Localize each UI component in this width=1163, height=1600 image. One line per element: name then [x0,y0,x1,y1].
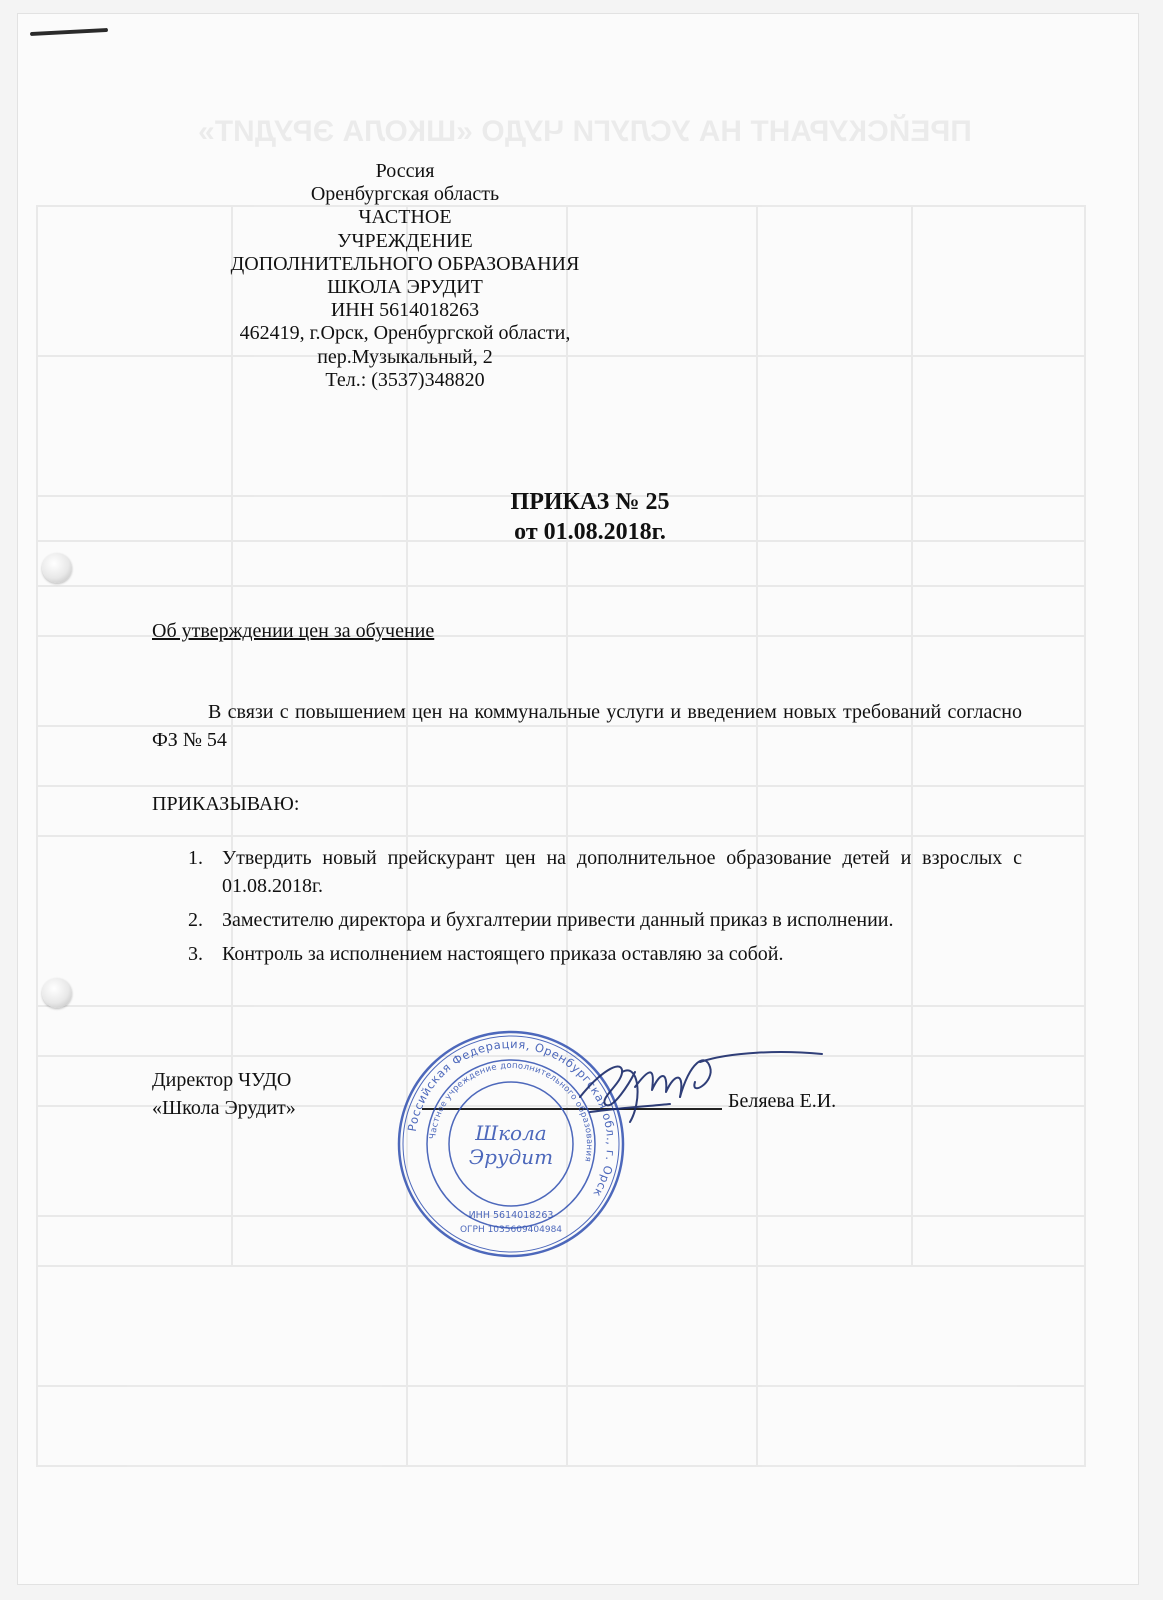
item-number: 1. [188,847,203,869]
seal-outer-text: Российская Федерация, Оренбургская обл., г. Орск [404,1036,619,1200]
signatory-position [152,1066,296,1122]
order-subject: Об утверждении цен за обучение [152,620,435,642]
order-items [188,844,1022,974]
letterhead-org-name: ШКОЛА ЭРУДИТ [327,276,483,299]
signatory-org: «Школа Эрудит» [152,1097,296,1119]
order-item [188,844,1022,900]
decree-word: ПРИКАЗЫВАЮ: [152,793,300,815]
signatory-name: Беляева Е.И. [728,1090,837,1112]
item-text: Контроль за исполнением настоящего приказа оставляю за собой. [222,943,784,965]
signatory-title: Директор ЧУДО [152,1069,292,1091]
letterhead-address-2: пер.Музыкальный, 2 [317,345,493,368]
punch-hole [42,553,72,583]
order-heading [460,487,720,547]
letterhead-address-1: 462419, г.Орск, Оренбургской области, [239,322,571,345]
seal-ogrn: ОГРН 1035609404984 [459,1225,563,1235]
letterhead-org-type-3: ДОПОЛНИТЕЛЬНОГО ОБРАЗОВАНИЯ [230,252,580,275]
order-item [188,906,1022,934]
letterhead-org-type-1: ЧАСТНОЕ [358,206,452,229]
letterhead-region: Оренбургская область [310,183,500,206]
bleed-through-title: ПРЕЙСКУРАНТ НА УСЛУГИ ЧУДО «ШКОЛА ЭРУДИТ» [198,115,972,148]
item-text: Утвердить новый прейскурант цен на дополнительное образование детей и взрослых с 01.08.2018г. [222,847,1022,897]
handwritten-signature [560,1042,830,1132]
seal-center-line2: Эрудит [468,1145,554,1169]
item-text: Заместителю директора и бухгалтерии привести данный приказ в исполнении. [222,909,894,931]
order-item [188,940,1022,968]
letterhead-org-type-2: УЧРЕЖДЕНИЕ [337,229,473,252]
letterhead-country: Россия [375,160,435,182]
order-preamble: В связи с повышением цен на коммунальные услуги и введением новых требований согласно ФЗ № 54 [152,701,1022,751]
order-number: ПРИКАЗ № 25 [510,489,670,515]
letterhead-phone: Тел.: (3537)348820 [325,368,485,391]
letterhead [190,160,620,392]
letterhead-inn: ИНН 5614018263 [330,299,480,322]
seal-inn: ИНН 5614018263 [468,1210,554,1221]
item-number: 2. [188,909,203,931]
seal-inner-text: Частное учреждение дополнительного образования [428,1060,595,1163]
seal-center-line1: Школа [475,1121,547,1145]
punch-hole [42,978,72,1008]
order-date: от 01.08.2018г. [514,519,666,545]
item-number: 3. [188,943,203,965]
